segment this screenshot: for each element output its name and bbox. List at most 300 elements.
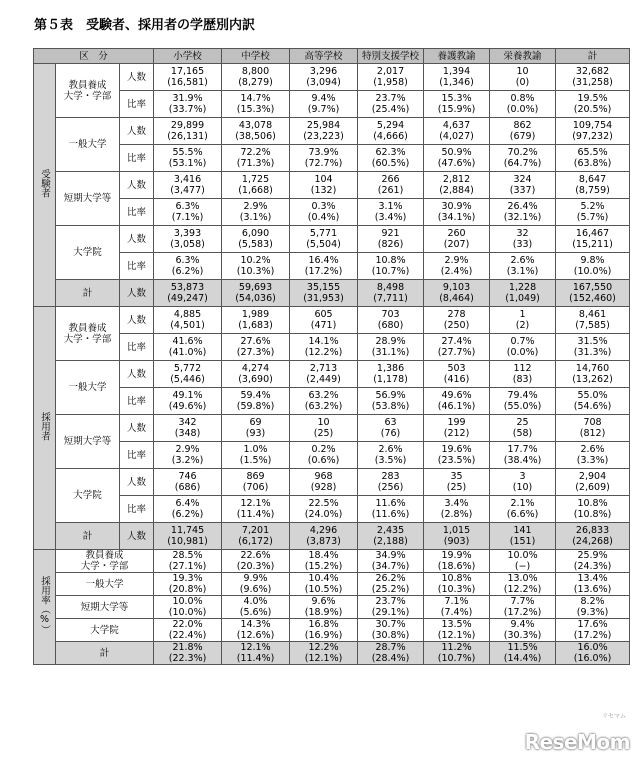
- value-cell: [290, 145, 358, 172]
- previous-value: (348): [174, 428, 201, 439]
- current-value: 10.8%: [577, 498, 608, 509]
- value-cell: [222, 469, 290, 496]
- current-value: 3: [519, 471, 526, 482]
- col-header-junior-high: 中学校: [222, 49, 290, 64]
- previous-value: (46.1%): [437, 401, 476, 412]
- current-value: 11,745: [170, 525, 205, 536]
- current-value: 16.8%: [308, 619, 339, 630]
- value-cell: [290, 496, 358, 523]
- table-row: [34, 253, 630, 280]
- current-value: 10.0%: [172, 596, 203, 607]
- previous-value: (24.3%): [573, 561, 612, 572]
- value-cell: [154, 118, 222, 145]
- current-value: 9.6%: [311, 596, 336, 607]
- previous-value: (10.3%): [437, 584, 476, 595]
- metric-label: 比率: [120, 496, 154, 523]
- kubun-header: 区 分: [34, 49, 154, 64]
- value-cell: [424, 226, 490, 253]
- previous-value: (3.5%): [374, 455, 407, 466]
- value-cell: [154, 388, 222, 415]
- previous-value: (0.6%): [307, 455, 340, 466]
- previous-value: (59.8%): [236, 401, 275, 412]
- value-cell: [358, 199, 424, 226]
- previous-value: (10.0%): [573, 266, 612, 277]
- current-value: 1,015: [442, 525, 471, 536]
- table-row: [34, 388, 630, 415]
- value-cell: [490, 361, 556, 388]
- total-label: 計: [56, 280, 120, 307]
- current-value: 4,885: [173, 309, 202, 320]
- current-value: 3,393: [173, 228, 202, 239]
- current-value: 27.4%: [441, 336, 472, 347]
- previous-value: (60.5%): [371, 158, 410, 169]
- current-value: 59,693: [238, 282, 273, 293]
- value-cell: [424, 172, 490, 199]
- previous-value: (25): [446, 482, 467, 493]
- current-value: 1: [519, 309, 526, 320]
- resemom-watermark: ReseMom: [524, 730, 630, 754]
- previous-value: (2.8%): [440, 509, 473, 520]
- value-cell: [290, 226, 358, 253]
- previous-value: (4,501): [170, 320, 205, 331]
- current-value: 56.9%: [375, 390, 406, 401]
- previous-value: (686): [174, 482, 201, 493]
- previous-value: (5.6%): [239, 607, 272, 618]
- current-value: 2,435: [376, 525, 405, 536]
- current-value: 19.5%: [577, 93, 608, 104]
- previous-value: (10,981): [167, 536, 208, 547]
- current-value: 9.4%: [510, 619, 535, 630]
- value-cell: [358, 550, 424, 573]
- table-row: [34, 307, 630, 334]
- previous-value: (31,258): [572, 77, 613, 88]
- value-cell: [290, 642, 358, 665]
- value-cell: [222, 619, 290, 642]
- value-cell: [556, 64, 630, 91]
- previous-value: (5,504): [306, 239, 341, 250]
- value-cell: [222, 388, 290, 415]
- value-cell: [290, 469, 358, 496]
- current-value: 2.9%: [444, 255, 469, 266]
- current-value: 14,760: [575, 363, 610, 374]
- col-header-nutrition: 栄養教諭: [490, 49, 556, 64]
- current-value: 7.7%: [510, 596, 535, 607]
- value-cell: [154, 415, 222, 442]
- metric-label: 比率: [120, 199, 154, 226]
- current-value: 862: [513, 120, 532, 131]
- current-value: 50.9%: [441, 147, 472, 158]
- watermark-subtext: リセマム: [602, 713, 626, 720]
- current-value: 9,103: [442, 282, 471, 293]
- previous-value: (30.3%): [503, 630, 542, 641]
- value-cell: [556, 596, 630, 619]
- previous-value: (12.2%): [304, 347, 343, 358]
- current-value: 5,771: [309, 228, 338, 239]
- current-value: 605: [314, 309, 333, 320]
- current-value: 167,550: [572, 282, 613, 293]
- value-cell: [490, 415, 556, 442]
- value-cell: [290, 361, 358, 388]
- value-cell: [424, 361, 490, 388]
- value-cell: [556, 334, 630, 361]
- previous-value: (3.3%): [576, 455, 609, 466]
- previous-value: (27.7%): [437, 347, 476, 358]
- table-row: [34, 199, 630, 226]
- value-cell: [556, 172, 630, 199]
- value-cell: [154, 226, 222, 253]
- current-value: 26,833: [575, 525, 610, 536]
- previous-value: (53.1%): [168, 158, 207, 169]
- value-cell: [490, 388, 556, 415]
- previous-value: (10.8%): [573, 509, 612, 520]
- previous-value: (3.1%): [239, 212, 272, 223]
- value-cell: [154, 145, 222, 172]
- current-value: 32,682: [575, 66, 610, 77]
- metric-label: 人数: [120, 469, 154, 496]
- total-row: [34, 280, 630, 307]
- current-value: 11.2%: [441, 642, 472, 653]
- value-cell: [290, 334, 358, 361]
- value-cell: [358, 361, 424, 388]
- current-value: 25,984: [306, 120, 341, 131]
- previous-value: (93): [245, 428, 266, 439]
- current-value: 5,294: [376, 120, 405, 131]
- previous-value: (9.6%): [239, 584, 272, 595]
- value-cell: [490, 619, 556, 642]
- previous-value: (0): [515, 77, 530, 88]
- previous-value: (22.3%): [168, 653, 207, 664]
- previous-value: (8,279): [238, 77, 273, 88]
- current-value: 1,386: [376, 363, 405, 374]
- previous-value: (152,460): [569, 293, 616, 304]
- previous-value: (29.1%): [371, 607, 410, 618]
- value-cell: [154, 307, 222, 334]
- value-cell: [490, 496, 556, 523]
- category-label: 一般大学: [56, 361, 120, 415]
- value-cell: [222, 415, 290, 442]
- col-header-elementary: 小学校: [154, 49, 222, 64]
- value-cell: [556, 280, 630, 307]
- current-value: 41.6%: [172, 336, 203, 347]
- previous-value: (20.3%): [236, 561, 275, 572]
- previous-value: (10.3%): [236, 266, 275, 277]
- value-cell: [358, 573, 424, 596]
- value-cell: [222, 550, 290, 573]
- current-value: 14.3%: [240, 619, 271, 630]
- previous-value: (3.4%): [374, 212, 407, 223]
- current-value: 32: [516, 228, 529, 239]
- value-cell: [290, 172, 358, 199]
- current-value: 2.6%: [510, 255, 535, 266]
- value-cell: [556, 496, 630, 523]
- previous-value: (2,884): [439, 185, 474, 196]
- total-label: 計: [56, 642, 154, 665]
- value-cell: [290, 550, 358, 573]
- previous-value: (9.3%): [576, 607, 609, 618]
- previous-value: (38.4%): [503, 455, 542, 466]
- previous-value: (2): [515, 320, 530, 331]
- current-value: 49.6%: [441, 390, 472, 401]
- previous-value: (71.3%): [236, 158, 275, 169]
- previous-value: (4,027): [439, 131, 474, 142]
- value-cell: [424, 91, 490, 118]
- previous-value: (1.5%): [239, 455, 272, 466]
- table-body: [34, 64, 630, 665]
- current-value: 342: [178, 417, 197, 428]
- value-cell: [290, 118, 358, 145]
- value-cell: [154, 469, 222, 496]
- value-cell: [424, 307, 490, 334]
- current-value: 266: [381, 174, 400, 185]
- value-cell: [154, 550, 222, 573]
- value-cell: [556, 307, 630, 334]
- category-label: 短期大学等: [56, 415, 120, 469]
- value-cell: [490, 573, 556, 596]
- value-cell: [490, 523, 556, 550]
- current-value: 17.6%: [577, 619, 608, 630]
- value-cell: [358, 415, 424, 442]
- value-cell: [358, 145, 424, 172]
- previous-value: (2,449): [306, 374, 341, 385]
- current-value: 70.2%: [507, 147, 538, 158]
- table-row: [34, 226, 630, 253]
- previous-value: (72.7%): [304, 158, 343, 169]
- value-cell: [556, 361, 630, 388]
- current-value: 2,904: [578, 471, 607, 482]
- current-value: 7,201: [241, 525, 270, 536]
- value-cell: [424, 64, 490, 91]
- current-value: 6.3%: [175, 201, 200, 212]
- previous-value: (1,668): [238, 185, 273, 196]
- value-cell: [556, 415, 630, 442]
- previous-value: (261): [377, 185, 404, 196]
- value-cell: [424, 550, 490, 573]
- current-value: 73.9%: [308, 147, 339, 158]
- table-row: [34, 172, 630, 199]
- current-value: 0.7%: [510, 336, 535, 347]
- previous-value: (26,131): [167, 131, 208, 142]
- previous-value: (7.4%): [440, 607, 473, 618]
- value-cell: [358, 334, 424, 361]
- previous-value: (20.5%): [573, 104, 612, 115]
- previous-value: (25): [313, 428, 334, 439]
- previous-value: (33): [512, 239, 533, 250]
- current-value: 2.6%: [580, 444, 605, 455]
- previous-value: (54,036): [235, 293, 276, 304]
- value-cell: [222, 91, 290, 118]
- current-value: 112: [513, 363, 532, 374]
- value-cell: [490, 199, 556, 226]
- col-header-special-support: 特別支援学校: [358, 49, 424, 64]
- value-cell: [290, 573, 358, 596]
- previous-value: (0.0%): [506, 347, 539, 358]
- previous-value: (23.5%): [437, 455, 476, 466]
- value-cell: [556, 469, 630, 496]
- value-cell: [358, 642, 424, 665]
- current-value: 19.3%: [172, 573, 203, 584]
- value-cell: [358, 118, 424, 145]
- metric-label: 人数: [120, 226, 154, 253]
- table-row: [34, 118, 630, 145]
- value-cell: [222, 307, 290, 334]
- current-value: 0.3%: [311, 201, 336, 212]
- metric-label: 比率: [120, 442, 154, 469]
- previous-value: (34.7%): [371, 561, 410, 572]
- current-value: 2.1%: [510, 498, 535, 509]
- previous-value: (1,178): [373, 374, 408, 385]
- previous-value: (680): [377, 320, 404, 331]
- current-value: 5.2%: [580, 201, 605, 212]
- current-value: 8.2%: [580, 596, 605, 607]
- current-value: 16.0%: [577, 642, 608, 653]
- previous-value: (10.0%): [168, 607, 207, 618]
- value-cell: [490, 280, 556, 307]
- value-cell: [222, 361, 290, 388]
- value-cell: [424, 415, 490, 442]
- current-value: 30.7%: [375, 619, 406, 630]
- previous-value: (47.6%): [437, 158, 476, 169]
- previous-value: (3,873): [306, 536, 341, 547]
- current-value: 34.9%: [375, 550, 406, 561]
- current-value: 10: [317, 417, 330, 428]
- category-label: 一般大学: [56, 118, 120, 172]
- previous-value: (5,446): [170, 374, 205, 385]
- previous-value: (54.6%): [573, 401, 612, 412]
- section-label: [34, 64, 56, 307]
- previous-value: (7,585): [575, 320, 610, 331]
- current-value: 15.3%: [441, 93, 472, 104]
- current-value: 31.9%: [172, 93, 203, 104]
- value-cell: [222, 523, 290, 550]
- value-cell: [154, 442, 222, 469]
- current-value: 21.8%: [172, 642, 203, 653]
- table-row: [34, 619, 630, 642]
- current-value: 12.2%: [308, 642, 339, 653]
- current-value: 23.7%: [375, 93, 406, 104]
- previous-value: (10): [512, 482, 533, 493]
- value-cell: [424, 253, 490, 280]
- current-value: 22.0%: [172, 619, 203, 630]
- previous-value: (16.0%): [573, 653, 612, 664]
- current-value: 55.0%: [577, 390, 608, 401]
- current-value: 49.1%: [172, 390, 203, 401]
- table-row: [34, 573, 630, 596]
- value-cell: [490, 596, 556, 619]
- previous-value: (58): [512, 428, 533, 439]
- previous-value: (6.2%): [171, 509, 204, 520]
- value-cell: [556, 199, 630, 226]
- previous-value: (8,464): [439, 293, 474, 304]
- category-label: 一般大学: [56, 573, 154, 596]
- value-cell: [490, 307, 556, 334]
- value-cell: [290, 415, 358, 442]
- value-cell: [490, 253, 556, 280]
- current-value: 708: [583, 417, 602, 428]
- value-cell: [358, 307, 424, 334]
- previous-value: (22.4%): [168, 630, 207, 641]
- current-value: 10.8%: [375, 255, 406, 266]
- previous-value: (2,188): [373, 536, 408, 547]
- previous-value: (30.8%): [371, 630, 410, 641]
- current-value: 31.5%: [577, 336, 608, 347]
- current-value: 10.0%: [507, 550, 538, 561]
- current-value: 29,899: [170, 120, 205, 131]
- current-value: 55.5%: [172, 147, 203, 158]
- current-value: 1,989: [241, 309, 270, 320]
- table-row: [34, 334, 630, 361]
- value-cell: [290, 307, 358, 334]
- value-cell: [556, 573, 630, 596]
- previous-value: (1,346): [439, 77, 474, 88]
- value-cell: [490, 334, 556, 361]
- value-cell: [358, 280, 424, 307]
- current-value: 26.4%: [507, 201, 538, 212]
- current-value: 59.4%: [240, 390, 271, 401]
- previous-value: (17.2%): [573, 630, 612, 641]
- previous-value: (679): [509, 131, 536, 142]
- table-row: [34, 496, 630, 523]
- value-cell: [290, 64, 358, 91]
- current-value: 1,228: [508, 282, 537, 293]
- previous-value: (337): [509, 185, 536, 196]
- previous-value: (12.1%): [304, 653, 343, 664]
- current-value: 3.4%: [444, 498, 469, 509]
- current-value: 12.1%: [240, 498, 271, 509]
- current-value: 2,713: [309, 363, 338, 374]
- previous-value: (6.6%): [506, 509, 539, 520]
- previous-value: (3,477): [170, 185, 205, 196]
- current-value: 10.8%: [441, 573, 472, 584]
- metric-label: 比率: [120, 334, 154, 361]
- current-value: 69: [249, 417, 262, 428]
- category-label: 大学院: [56, 619, 154, 642]
- value-cell: [154, 573, 222, 596]
- current-value: 28.5%: [172, 550, 203, 561]
- current-value: 17.7%: [507, 444, 538, 455]
- previous-value: (63.2%): [304, 401, 343, 412]
- value-cell: [358, 64, 424, 91]
- previous-value: (11.4%): [236, 653, 275, 664]
- current-value: 6.4%: [175, 498, 200, 509]
- current-value: 13.5%: [441, 619, 472, 630]
- value-cell: [424, 469, 490, 496]
- current-value: 19.9%: [441, 550, 472, 561]
- table-row: [34, 64, 630, 91]
- value-cell: [154, 172, 222, 199]
- value-cell: [154, 523, 222, 550]
- previous-value: (15.3%): [236, 104, 275, 115]
- current-value: 35: [450, 471, 463, 482]
- metric-label: 人数: [120, 361, 154, 388]
- current-value: 19.6%: [441, 444, 472, 455]
- table-row: [34, 361, 630, 388]
- value-cell: [490, 91, 556, 118]
- value-cell: [490, 172, 556, 199]
- current-value: 968: [314, 471, 333, 482]
- value-cell: [490, 550, 556, 573]
- current-value: 14.7%: [240, 93, 271, 104]
- previous-value: (5,583): [238, 239, 273, 250]
- current-value: 27.6%: [240, 336, 271, 347]
- previous-value: (16,581): [167, 77, 208, 88]
- previous-value: (132): [310, 185, 337, 196]
- current-value: 2.9%: [175, 444, 200, 455]
- previous-value: (17.2%): [304, 266, 343, 277]
- value-cell: [556, 523, 630, 550]
- value-cell: [222, 145, 290, 172]
- previous-value: (63.8%): [573, 158, 612, 169]
- current-value: 9.4%: [311, 93, 336, 104]
